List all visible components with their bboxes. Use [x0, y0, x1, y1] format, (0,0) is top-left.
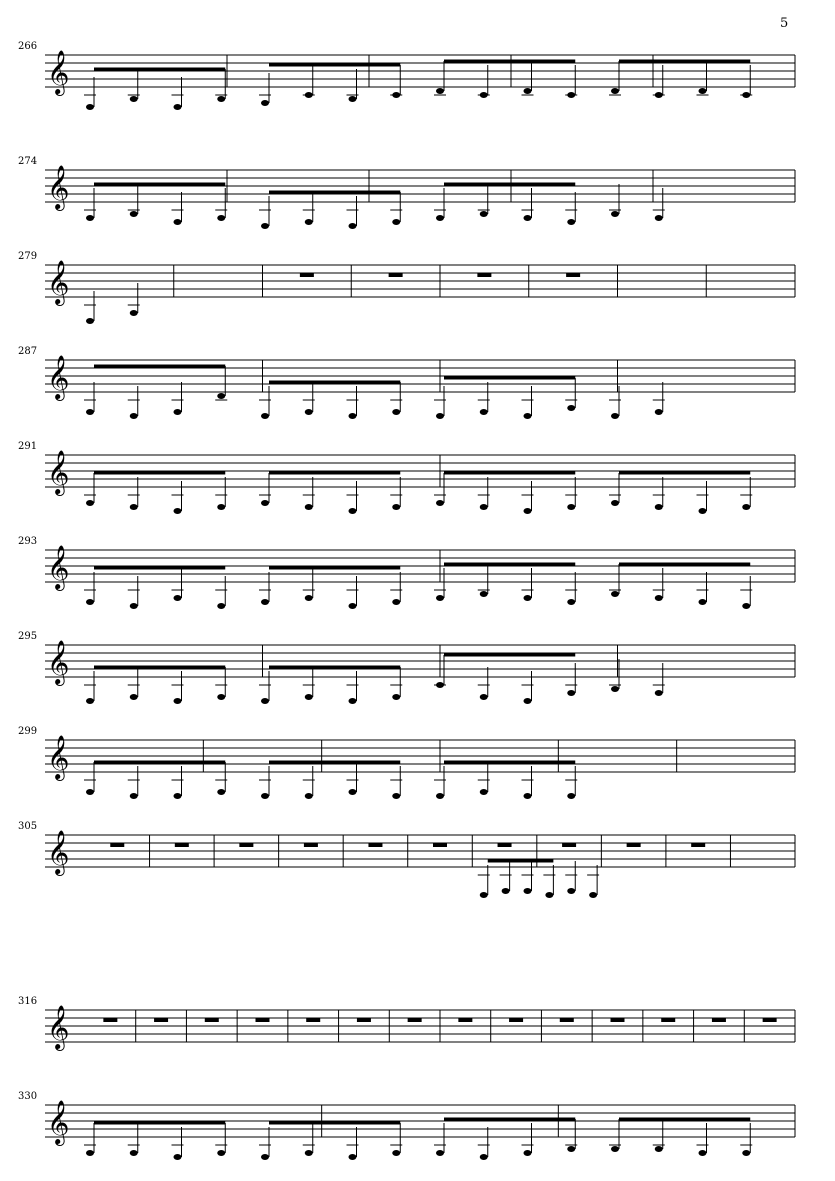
- whole-rest: [110, 843, 124, 847]
- treble-clef-icon: 𝄞: [47, 735, 70, 779]
- note-head: [392, 599, 400, 605]
- note-head: [174, 1154, 182, 1160]
- note-head: [130, 413, 138, 419]
- note-head: [480, 789, 488, 795]
- treble-clef-icon: 𝄞: [47, 355, 70, 399]
- note-head: [655, 215, 663, 221]
- note-head: [611, 211, 619, 217]
- note-head: [130, 504, 138, 510]
- whole-rest: [408, 1018, 422, 1022]
- note-head: [524, 88, 532, 94]
- whole-rest: [509, 1018, 523, 1022]
- whole-rest: [389, 273, 403, 277]
- note-head: [261, 100, 269, 106]
- note-head: [130, 793, 138, 799]
- note-head: [217, 96, 225, 102]
- note-head: [436, 215, 444, 221]
- note-head: [524, 595, 532, 601]
- note-head: [130, 310, 138, 316]
- note-head: [392, 504, 400, 510]
- note-head: [130, 603, 138, 609]
- note-head: [261, 698, 269, 704]
- whole-rest: [239, 843, 253, 847]
- whole-rest: [562, 843, 576, 847]
- note-head: [174, 409, 182, 415]
- note-head: [349, 413, 357, 419]
- measure-number: 291: [18, 441, 38, 452]
- note-head: [217, 215, 225, 221]
- whole-rest: [205, 1018, 219, 1022]
- measure-number: 279: [18, 251, 38, 262]
- note-head: [392, 1150, 400, 1156]
- note-head: [130, 211, 138, 217]
- whole-rest: [368, 843, 382, 847]
- treble-clef-icon: 𝄞: [47, 1100, 70, 1144]
- treble-clef-icon: 𝄞: [47, 165, 70, 209]
- note-head: [567, 888, 575, 894]
- note-head: [217, 789, 225, 795]
- note-head: [174, 508, 182, 514]
- note-head: [217, 694, 225, 700]
- note-head: [524, 698, 532, 704]
- note-head: [261, 599, 269, 605]
- note-head: [86, 215, 94, 221]
- whole-rest: [300, 273, 314, 277]
- note-head: [174, 698, 182, 704]
- note-head: [174, 793, 182, 799]
- note-head: [742, 504, 750, 510]
- note-head: [480, 1154, 488, 1160]
- measure-number: 287: [18, 346, 38, 357]
- measure-number: 299: [18, 726, 38, 737]
- note-head: [611, 500, 619, 506]
- note-head: [567, 599, 575, 605]
- measure-number: 293: [18, 536, 38, 547]
- whole-rest: [306, 1018, 320, 1022]
- note-head: [305, 409, 313, 415]
- note-head: [349, 508, 357, 514]
- note-head: [217, 1150, 225, 1156]
- note-head: [524, 888, 532, 894]
- note-head: [699, 88, 707, 94]
- note-head: [655, 1146, 663, 1152]
- whole-rest: [175, 843, 189, 847]
- note-head: [655, 409, 663, 415]
- note-head: [130, 694, 138, 700]
- note-head: [567, 504, 575, 510]
- note-head: [502, 888, 510, 894]
- whole-rest: [611, 1018, 625, 1022]
- treble-clef-icon: 𝄞: [47, 50, 70, 94]
- note-head: [349, 1154, 357, 1160]
- note-head: [436, 1150, 444, 1156]
- note-head: [86, 104, 94, 110]
- note-head: [392, 793, 400, 799]
- measure-number: 316: [18, 996, 38, 1007]
- whole-rest: [498, 843, 512, 847]
- treble-clef-icon: 𝄞: [47, 830, 70, 874]
- treble-clef-icon: 𝄞: [47, 260, 70, 304]
- note-head: [655, 690, 663, 696]
- note-head: [261, 413, 269, 419]
- note-head: [130, 1150, 138, 1156]
- note-head: [305, 219, 313, 225]
- note-head: [655, 504, 663, 510]
- whole-rest: [103, 1018, 117, 1022]
- note-head: [524, 793, 532, 799]
- measure-number: 295: [18, 631, 38, 642]
- note-head: [436, 793, 444, 799]
- whole-rest: [433, 843, 447, 847]
- note-head: [524, 413, 532, 419]
- note-head: [174, 104, 182, 110]
- note-head: [305, 504, 313, 510]
- note-head: [86, 1150, 94, 1156]
- note-head: [611, 591, 619, 597]
- whole-rest: [154, 1018, 168, 1022]
- note-head: [305, 793, 313, 799]
- note-head: [480, 892, 488, 898]
- treble-clef-icon: 𝄞: [47, 545, 70, 589]
- note-head: [217, 603, 225, 609]
- note-head: [392, 409, 400, 415]
- note-head: [392, 694, 400, 700]
- note-head: [130, 96, 138, 102]
- note-head: [305, 1150, 313, 1156]
- page-number: 5: [780, 16, 789, 31]
- whole-rest: [627, 843, 641, 847]
- note-head: [567, 690, 575, 696]
- note-head: [349, 698, 357, 704]
- note-head: [261, 793, 269, 799]
- note-head: [349, 789, 357, 795]
- note-head: [589, 892, 597, 898]
- note-head: [305, 694, 313, 700]
- note-head: [480, 694, 488, 700]
- treble-clef-icon: 𝄞: [47, 1005, 70, 1049]
- whole-rest: [566, 273, 580, 277]
- note-head: [86, 789, 94, 795]
- treble-clef-icon: 𝄞: [47, 640, 70, 684]
- whole-rest: [763, 1018, 777, 1022]
- note-head: [699, 508, 707, 514]
- note-head: [524, 1150, 532, 1156]
- note-head: [611, 88, 619, 94]
- note-head: [699, 599, 707, 605]
- note-head: [545, 892, 553, 898]
- note-head: [261, 1154, 269, 1160]
- note-head: [742, 603, 750, 609]
- note-head: [611, 686, 619, 692]
- note-head: [174, 595, 182, 601]
- whole-rest: [712, 1018, 726, 1022]
- note-head: [174, 219, 182, 225]
- measure-number: 305: [18, 821, 38, 832]
- note-head: [524, 215, 532, 221]
- note-head: [86, 698, 94, 704]
- note-head: [567, 793, 575, 799]
- note-head: [436, 413, 444, 419]
- note-head: [86, 599, 94, 605]
- whole-rest: [477, 273, 491, 277]
- note-head: [436, 595, 444, 601]
- note-head: [436, 88, 444, 94]
- note-head: [567, 405, 575, 411]
- whole-rest: [691, 843, 705, 847]
- note-head: [655, 595, 663, 601]
- note-head: [349, 223, 357, 229]
- note-head: [261, 223, 269, 229]
- note-head: [611, 1146, 619, 1152]
- note-head: [392, 219, 400, 225]
- note-head: [86, 500, 94, 506]
- whole-rest: [256, 1018, 270, 1022]
- whole-rest: [357, 1018, 371, 1022]
- note-head: [86, 409, 94, 415]
- note-head: [480, 591, 488, 597]
- note-head: [436, 500, 444, 506]
- note-head: [86, 318, 94, 324]
- whole-rest: [560, 1018, 574, 1022]
- note-head: [567, 1146, 575, 1152]
- note-head: [524, 508, 532, 514]
- note-head: [480, 409, 488, 415]
- note-head: [305, 595, 313, 601]
- note-head: [480, 504, 488, 510]
- whole-rest: [661, 1018, 675, 1022]
- treble-clef-icon: 𝄞: [47, 450, 70, 494]
- note-head: [480, 211, 488, 217]
- note-head: [349, 603, 357, 609]
- note-head: [217, 504, 225, 510]
- note-head: [217, 393, 225, 399]
- whole-rest: [304, 843, 318, 847]
- note-head: [699, 1150, 707, 1156]
- note-head: [611, 413, 619, 419]
- whole-rest: [458, 1018, 472, 1022]
- note-head: [349, 96, 357, 102]
- measure-number: 330: [18, 1091, 38, 1102]
- note-head: [567, 219, 575, 225]
- note-head: [742, 1150, 750, 1156]
- measure-number: 266: [18, 41, 38, 52]
- note-head: [261, 500, 269, 506]
- measure-number: 274: [18, 156, 38, 167]
